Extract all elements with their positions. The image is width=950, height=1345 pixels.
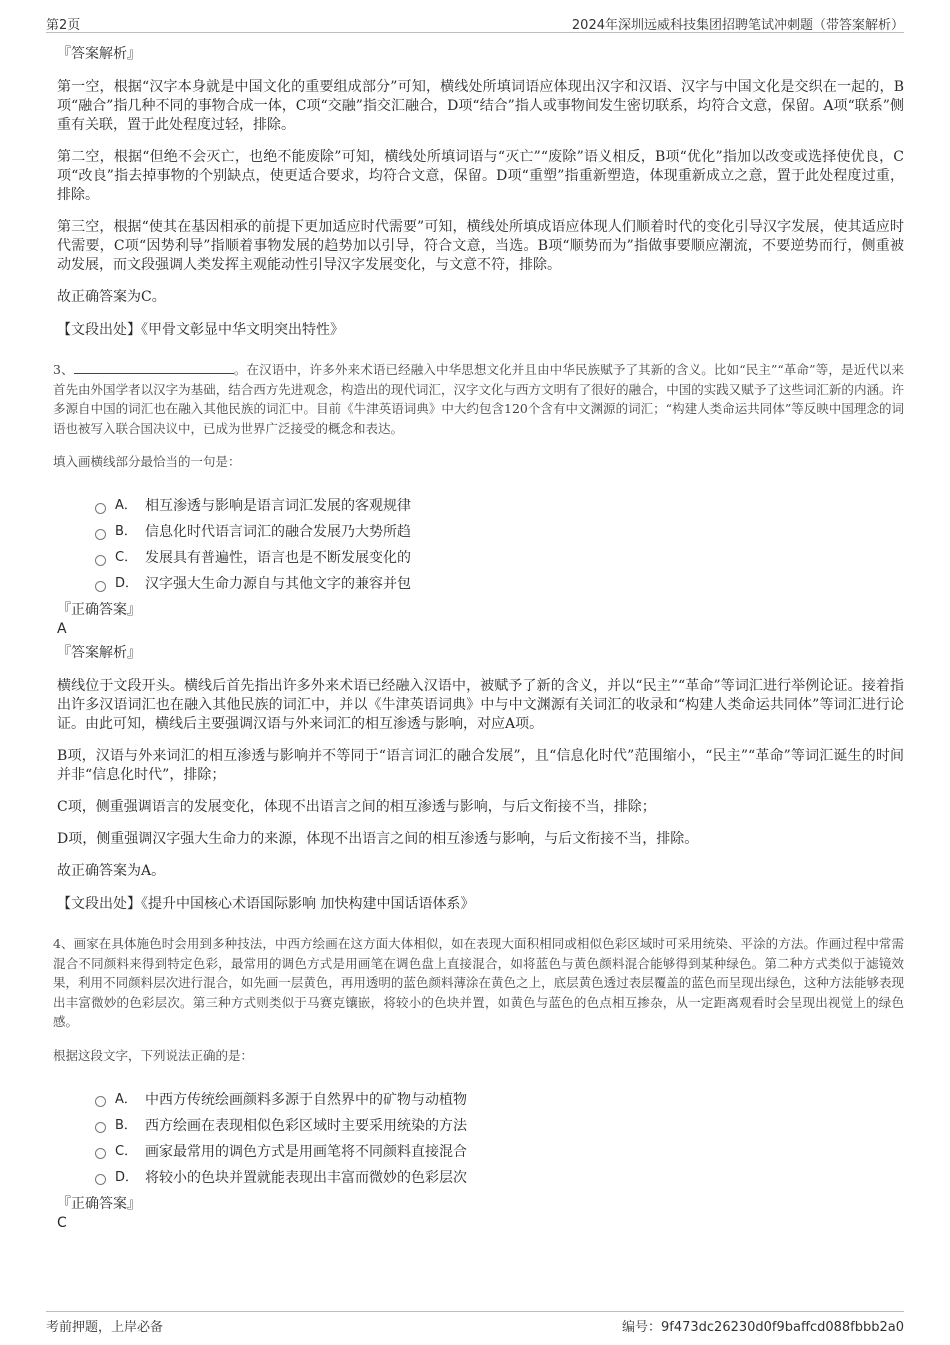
- question-3-prompt: 填入画横线部分最恰当的一句是：: [53, 454, 241, 469]
- footer-slogan: 考前押题，上岸必备: [46, 1320, 164, 1335]
- option-d[interactable]: [95, 571, 904, 597]
- radio-icon[interactable]: [95, 503, 106, 514]
- analysis-paragraph: 第三空，根据“使其在基因相承的前提下更加适应时代需要”可知，横线处所填成语应体现人们顺着时代的变化引导汉字发展，使其适应时代需要，C项“因势利导”指顺着事物发展的趋势加以引导，符合文意，当选。B项“顺势而为”指做事要顺应潮流，不要逆势而行，侧重被动发展，而文段强调人类发挥主观能动性引导汉字发展变化，与文意不符，排除。: [57, 219, 904, 273]
- option-text: 汉字强大生命力源自与其他文字的兼容并包: [145, 576, 411, 592]
- option-letter: C．: [115, 1143, 138, 1159]
- option-c[interactable]: [95, 545, 904, 571]
- option-letter: A．: [115, 498, 137, 513]
- document-code: [622, 1316, 904, 1335]
- analysis-label: 『答案解析』: [57, 645, 141, 661]
- question-3-stem: [53, 360, 904, 438]
- option-text: 信息化时代语言词汇的融合发展乃大势所趋: [145, 524, 411, 540]
- analysis-paragraph: D项，侧重强调汉字强大生命力的来源，体现不出语言之间的相互渗透与影响，与后文衔接不当，排除。: [57, 831, 699, 847]
- correct-answer: A: [57, 621, 67, 637]
- option-letter: C．: [115, 550, 138, 565]
- question-4-options: [95, 1087, 904, 1191]
- question-text: 。在汉语中，许多外来术语已经融入中华思想文化并且由中华民族赋予了其新的含义。比如“民主”“革命”等，是近代以来首先由外国学者以汉字为基础，结合西方先进观念，构造出的现代词汇，汉字文化与西方文明有了很好的融合，中国的实践又赋予了这些词汇新的内涵。许多源自中国的词汇也在融入其他民族的词汇中。目前《牛津英语词典》中大约包含120个含有中文渊源的词汇；“构建人类命运共同体”等反映中国理念的词语也被写入联合国决议中，已成为世界广泛接受的概念和表达。: [53, 362, 905, 436]
- page-content: [53, 44, 905, 1237]
- option-letter: A．: [115, 1091, 137, 1107]
- document-title: 2024年深圳远威科技集团招聘笔试冲刺题（带答案解析）: [571, 18, 904, 33]
- conclusion: 故正确答案为A。: [57, 863, 166, 879]
- question-4-prompt: 根据这段文字，下列说法正确的是：: [53, 1047, 254, 1063]
- option-text: 将较小的色块并置就能表现出丰富而微妙的色彩层次: [145, 1169, 467, 1186]
- option-letter: D．: [115, 576, 139, 591]
- analysis-paragraph: C项，侧重强调语言的发展变化，体现不出语言之间的相互渗透与影响，与后文衔接不当，排除；: [57, 799, 656, 815]
- radio-icon[interactable]: [95, 1096, 106, 1107]
- option-c[interactable]: [95, 1139, 904, 1165]
- answer-blank: [74, 361, 234, 374]
- analysis-paragraph: 第二空，根据“但绝不会灭亡，也绝不能废除”可知，横线处所填词语与“灭亡”“废除”语义相反，B项“优化”指加以改变或选择使优良，C项“改良”指去掉事物的个别缺点，使更适合要求，均符合文意，保留。D项“重塑”指重新塑造，体现重新成立之意，置于此处程度过重，排除。: [57, 149, 904, 203]
- analysis-paragraph: 第一空，根据“汉字本身就是中国文化的重要组成部分”可知，横线处所填词语应体现出汉字和汉语、汉字与中国文化是交织在一起的，B项“融合”指几种不同的事物合成一体，C项“交融”指交汇融合，D项“结合”指人或事物间发生密切联系，均符合文意，保留。A项“联系”侧重有关联，置于此处程度过轻，排除。: [57, 79, 904, 133]
- question-number: 3、: [53, 362, 74, 377]
- option-text: 相互渗透与影响是语言词汇发展的客观规律: [145, 498, 411, 514]
- radio-icon[interactable]: [95, 1174, 106, 1185]
- option-text: 发展具有普遍性，语言也是不断发展变化的: [145, 550, 411, 566]
- analysis-paragraph: B项，汉语与外来词汇的相互渗透与影响并不等同于“语言词汇的融合发展”，且“信息化时代”范围缩小，“民主”“革命”等词汇诞生的时间并非“信息化时代”，排除；: [57, 748, 904, 783]
- code-label: 编号：: [621, 1320, 661, 1335]
- correct-answer: C: [57, 1214, 67, 1231]
- passage-source: 【文段出处】《甲骨文彰显中华文明突出特性》: [57, 322, 344, 338]
- question-4-stem: 4、画家在具体施色时会用到多种技法，中西方绘画在这方面大体相似，如在表现大面积相同或相似色彩区域时可采用统染、平涂的方法。作画过程中常需混合不同颜料来得到特定色彩，最常用的调色方式是用画笔在调色盘上直接混合，如将蓝色与黄色颜料混合能够得到某种绿色。第二种方式类似于滤镜效果，利用不同颜料层次进行混合，如先画一层黄色，再用透明的蓝色颜料薄涂在黄色之上，底层黄色透过表层覆盖的蓝色而呈现出绿色，这种方法能够表现出丰富微妙的色彩层次。第三种方式则类似于马赛克镶嵌，将较小的色块并置，如黄色与蓝色的色点相互掺杂，从一定距离观看时会呈现出视觉上的绿色感。: [53, 936, 904, 1029]
- analysis-paragraph: 横线位于文段开头。横线后首先指出许多外来术语已经融入汉语中，被赋予了新的含义，并以“民主”“革命”等词汇进行举例论证。接着指出许多汉语词汇也在融入其他民族的词汇中，并以《牛津英语词典》中与中文渊源有关词汇的收录和“构建人类命运共同体”等词汇进行论证。由此可知，横线后主要强调汉语与外来词汇的相互渗透与影响，对应A项。: [57, 678, 904, 732]
- page-header: [46, 12, 904, 33]
- option-text: 画家最常用的调色方式是用画笔将不同颜料直接混合: [145, 1143, 467, 1160]
- radio-icon[interactable]: [95, 529, 106, 540]
- page-footer: [46, 1311, 904, 1336]
- option-b[interactable]: [95, 1113, 904, 1139]
- option-d[interactable]: [95, 1165, 904, 1191]
- conclusion: 故正确答案为C。: [57, 289, 166, 305]
- option-letter: D．: [115, 1169, 139, 1185]
- correct-answer-label: 『正确答案』: [57, 1195, 141, 1212]
- correct-answer-label: 『正确答案』: [57, 602, 141, 618]
- option-b[interactable]: [95, 519, 904, 545]
- option-text: 西方绘画在表现相似色彩区域时主要采用统染的方法: [145, 1117, 467, 1134]
- radio-icon[interactable]: [95, 581, 106, 592]
- question-3-options: [95, 493, 904, 597]
- radio-icon[interactable]: [95, 1148, 106, 1159]
- code-value: 9f473dc26230d0f9baffcd088fbbb2a0: [660, 1320, 904, 1335]
- passage-source: 【文段出处】《提升中国核心术语国际影响 加快构建中国话语体系》: [57, 896, 475, 912]
- option-letter: B．: [115, 524, 137, 539]
- option-a[interactable]: [95, 1087, 904, 1113]
- option-a[interactable]: [95, 493, 904, 519]
- analysis-label: 『答案解析』: [57, 46, 141, 62]
- radio-icon[interactable]: [95, 555, 106, 566]
- radio-icon[interactable]: [95, 1122, 106, 1133]
- page-number: 第2页: [46, 18, 81, 33]
- option-text: 中西方传统绘画颜料多源于自然界中的矿物与动植物: [145, 1091, 467, 1108]
- option-letter: B．: [115, 1117, 137, 1133]
